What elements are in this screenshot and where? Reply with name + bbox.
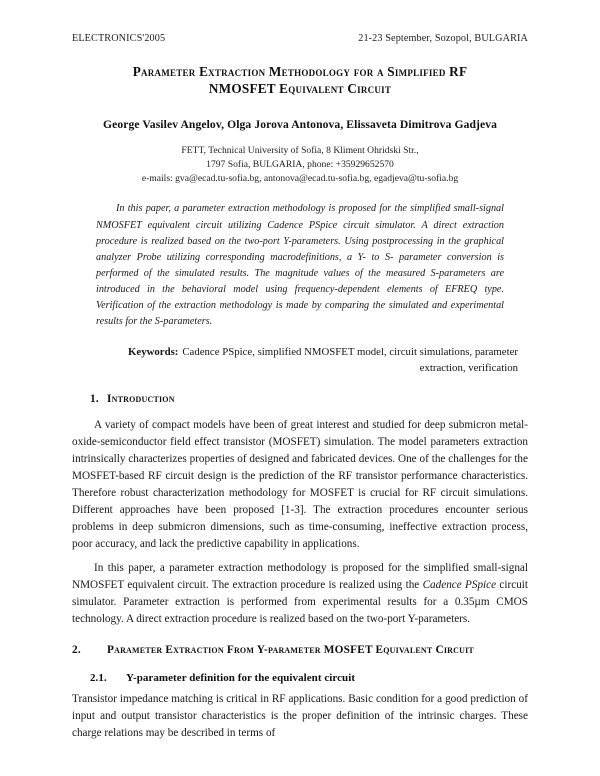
- section-1-title: Introduction: [107, 392, 175, 405]
- subsection-2-1-number: 2.1.: [90, 672, 107, 685]
- running-header: [72, 33, 528, 44]
- title-line-1: Parameter Extraction Methodology for a Simplified RF: [132, 64, 468, 79]
- subsection-2-1-title: Y-parameter definition for the equivalent circuit: [126, 672, 356, 685]
- title-line-2: NMOSFET Equivalent Circuit: [208, 81, 392, 97]
- page-title: [72, 63, 528, 98]
- keywords-block: [128, 344, 518, 376]
- affiliation-emails: e-mails: gva@ecad.tu-sofia.bg, antonova@ecad.tu-sofia.bg, egadjeva@tu-sofia.bg: [141, 173, 459, 185]
- subsection-2-1-paragraph-1: Transistor impedance matching is critical in RF applications. Basic condition for a good prediction of input and output transistor characteristics is the proper definition of the intrinsic charges. These charge relations may be described in terms of: [72, 693, 528, 740]
- affiliation-institution: FETT, Technical University of Sofia, 8 Kliment Ohridski Str.,: [181, 144, 419, 156]
- paragraph-2-part-b: circuit simulator. Parameter extraction is performed from experimental results for a 0.35µm CMOS technology. A direct extraction procedure is realized based on the two-port Y-parameters.: [72, 579, 529, 626]
- keywords-list: Cadence PSpice, simplified NMOSFET model, circuit simulations, parameter extraction, verification: [182, 346, 518, 375]
- keywords-label: Keywords:: [128, 346, 179, 359]
- section-heading-2: [72, 643, 528, 658]
- section-1-paragraph-1: A variety of compact models have been of great interest and studied for deep submicron metal-oxide-semiconductor field effect transistor (MOSFET) simulation. The model parameters extraction intrinsically characterizes properties of designed and fabricated devices. One of the challenges for the MOSFET-based RF circuit design is the prediction of the RF transistor performance characteristics. Therefore robust characterization methodology for MOSFET is crucial for RF circuit simulations. Different approaches have been proposed [1-3]. The extraction procedures encounter serious problems in deep submicron dimensions, such as time-consuming, ineffective extraction process, poor accuracy, and lack the predictive capability in applications.: [72, 418, 528, 551]
- section-2-title: Parameter Extraction From Y-parameter MOSFET Equivalent Circuit: [107, 644, 474, 657]
- section-heading-1: [72, 392, 528, 407]
- subsection-heading-2-1: [72, 672, 528, 684]
- section-1-paragraph-2: [72, 560, 528, 628]
- section-1-number: 1.: [90, 392, 99, 405]
- affiliation-block: [72, 144, 528, 187]
- header-date-location: 21-23 September, Sozopol, BULGARIA: [358, 33, 528, 44]
- author-list: George Vasilev Angelov, Olga Jorova Antonova, Elissaveta Dimitrova Gadjeva: [102, 117, 498, 131]
- abstract-text: In this paper, a parameter extraction methodology is proposed for the simplified small-signal NMOSFET equivalent circuit utilizing Cadence PSpice circuit simulator. A direct extraction procedure is realized based on the two-port Y-parameters. Using postprocessing in the graphical analyzer Probe utilizing corresponding macrodefinitions, a Y- to S- parameter conversion is performed of the simulated results. The magnitude values of the measured S-parameters are introduced in the behavioral model using frequency-dependent elements of EFREQ type. Verification of the extraction methodology is made by comparing the simulated and experimental results for the S-parameters.: [96, 203, 504, 328]
- affiliation-address: 1797 Sofia, BULGARIA, phone: +35929652570: [206, 159, 394, 171]
- header-conference-name: ELECTRONICS'2005: [72, 33, 166, 44]
- paragraph-2-part-a: In this paper, a parameter extraction methodology is proposed for the simplified small-signal NMOSFET equivalent circuit. The extraction procedure is realized using the: [72, 562, 528, 592]
- section-2-number: 2.: [72, 644, 81, 657]
- simulator-name-emphasis: Cadence PSpice: [422, 579, 497, 592]
